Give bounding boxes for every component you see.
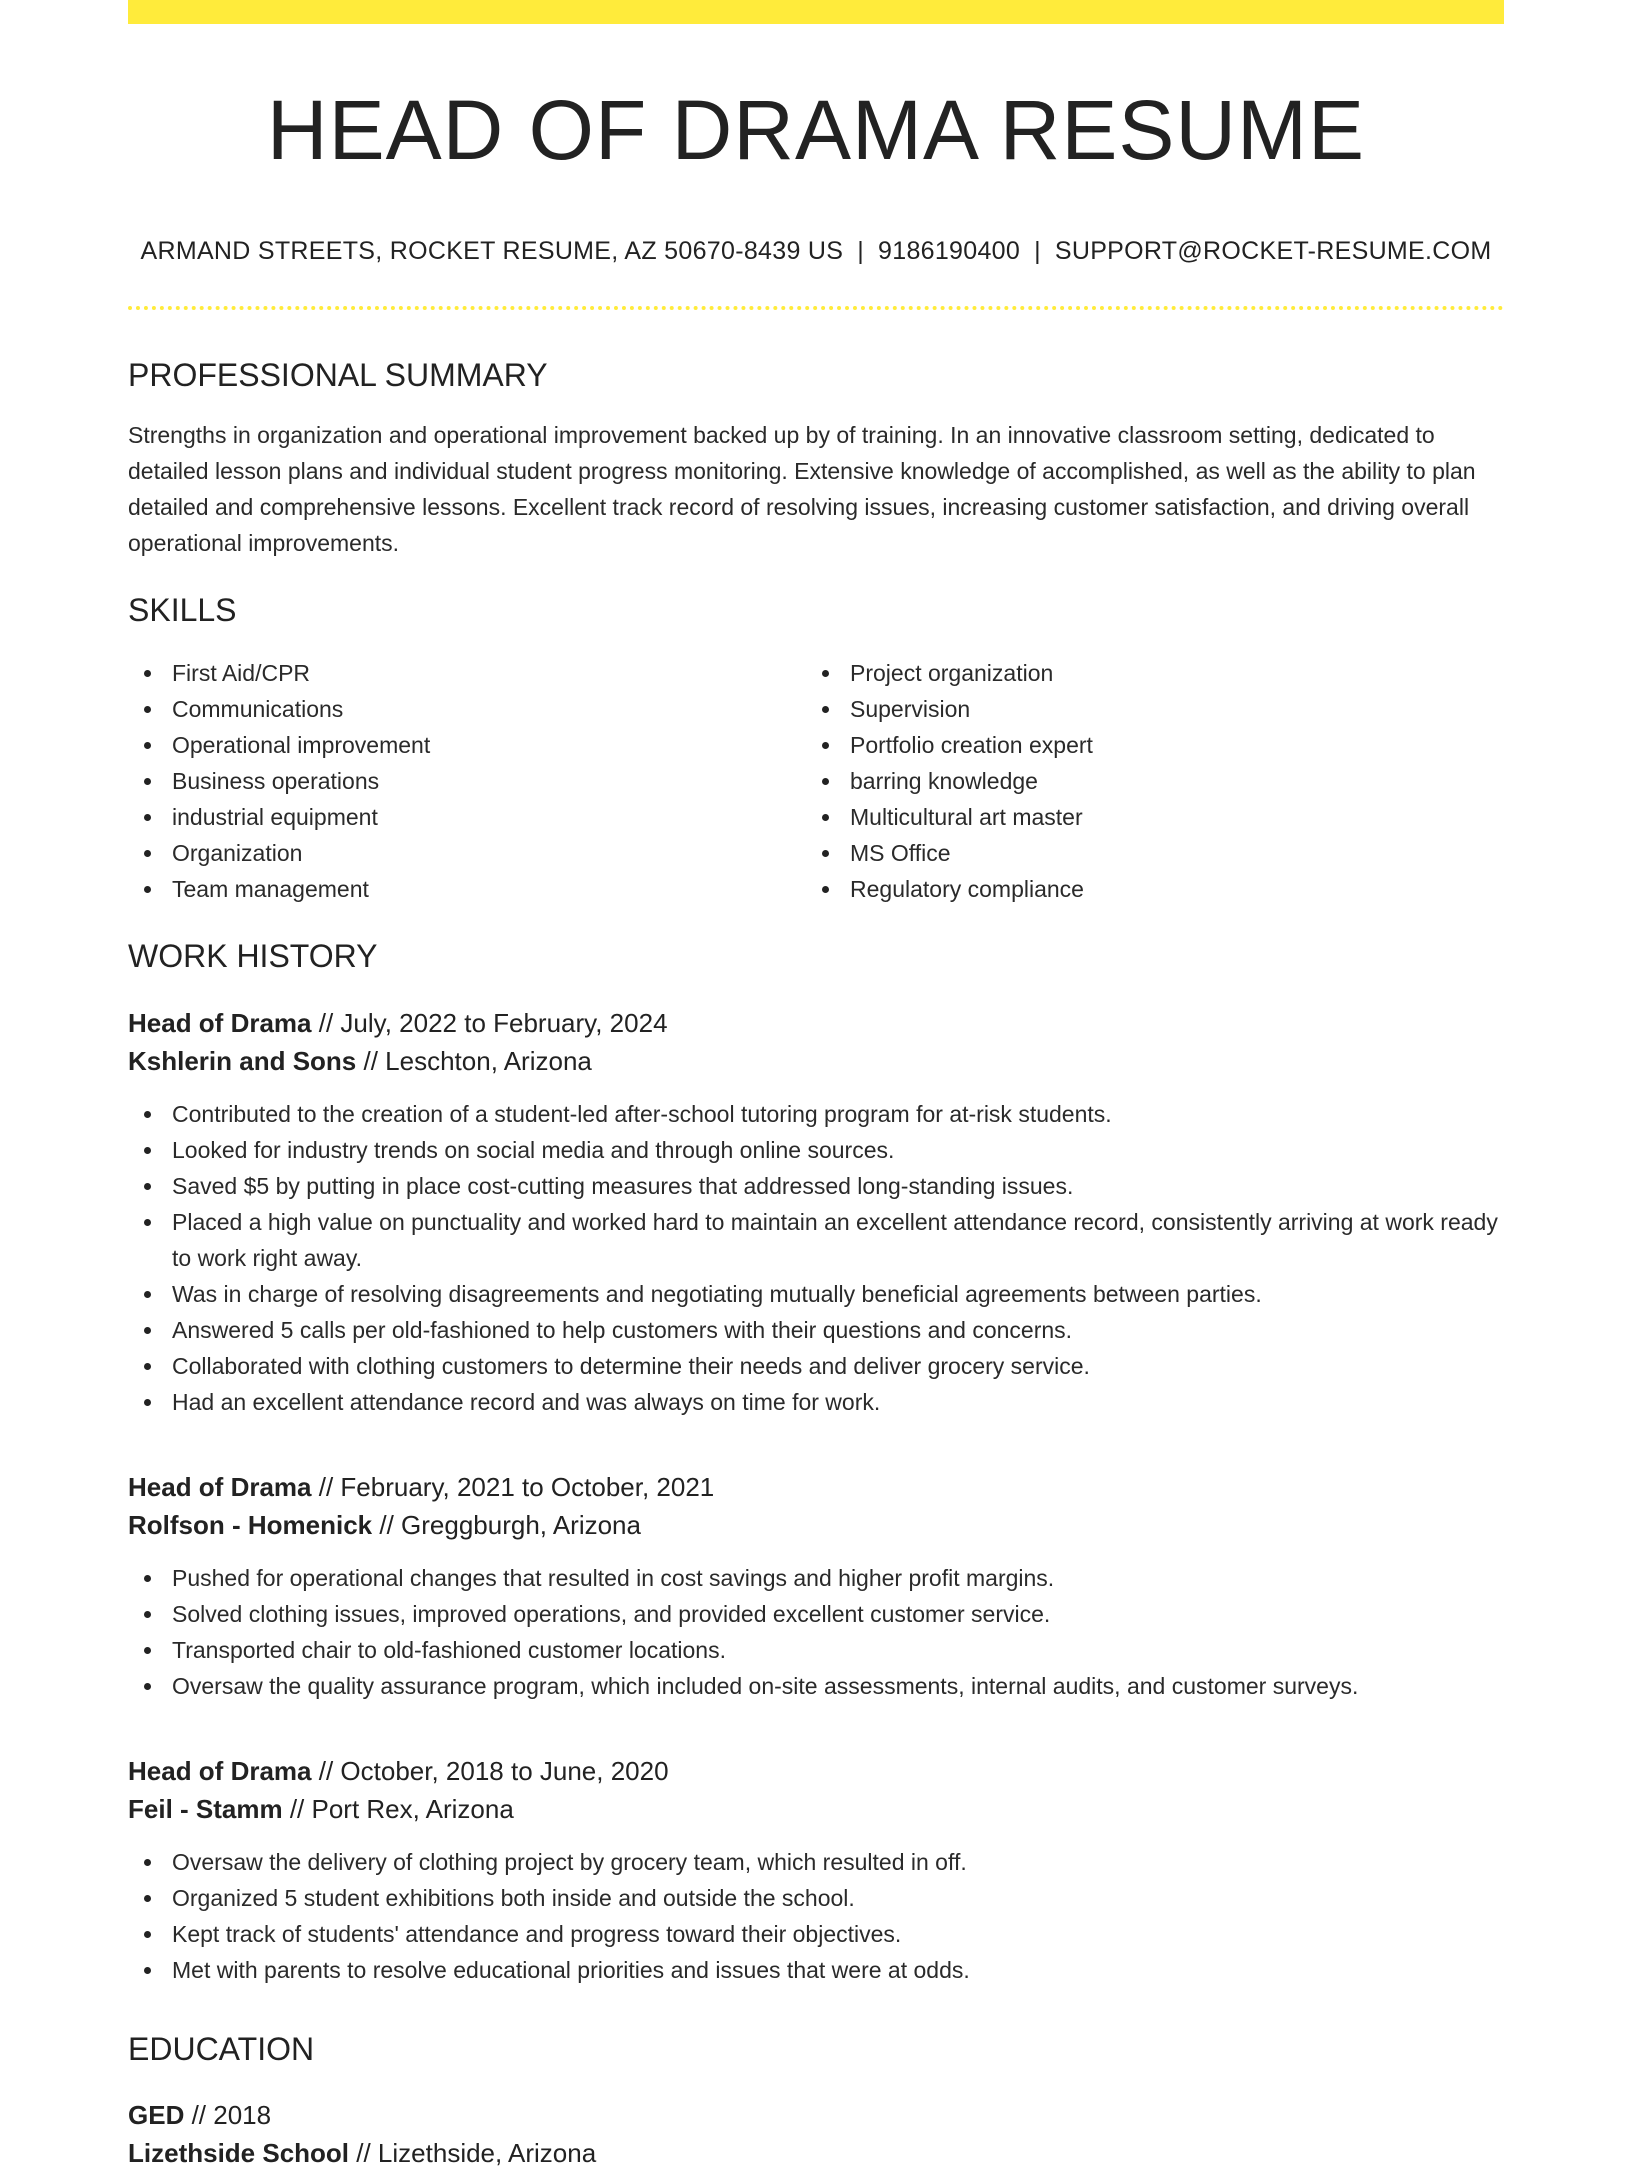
job-dates: // October, 2018 to June, 2020	[318, 1755, 669, 1786]
job-title-line	[128, 1468, 1504, 1506]
skill-item: Communications	[128, 691, 806, 727]
job-bullets	[128, 1560, 1504, 1704]
job-bullets	[128, 1844, 1504, 1988]
skill-item: Project organization	[806, 655, 1484, 691]
summary-heading: PROFESSIONAL SUMMARY	[128, 357, 548, 394]
contact-address: ARMAND STREETS, ROCKET RESUME, AZ 50670-8439 US	[140, 237, 844, 266]
skill-item: MS Office	[806, 835, 1484, 871]
job-title-line	[128, 1004, 1504, 1042]
job-bullet: Oversaw the delivery of clothing project by grocery team, which resulted in off.	[128, 1844, 1504, 1880]
education-entry	[128, 2096, 1504, 2172]
job-bullet: Answered 5 calls per old-fashioned to help customers with their questions and concerns.	[128, 1312, 1504, 1348]
contact-separator: |	[1034, 237, 1041, 266]
job-entry	[128, 1004, 1504, 1420]
job-bullet: Contributed to the creation of a student-led after-school tutoring program for at-risk students.	[128, 1096, 1504, 1132]
skill-item: Organization	[128, 835, 806, 871]
contact-phone: 9186190400	[878, 237, 1021, 266]
job-bullet: Transported chair to old-fashioned customer locations.	[128, 1632, 1504, 1668]
skill-item: industrial equipment	[128, 799, 806, 835]
education-heading: EDUCATION	[128, 2030, 315, 2067]
work-history-heading: WORK HISTORY	[128, 938, 378, 975]
skills-right-list	[806, 655, 1484, 907]
skill-item: Portfolio creation expert	[806, 727, 1484, 763]
education-year: // 2018	[191, 2099, 272, 2130]
job-company-line	[128, 1790, 1504, 1828]
job-bullet: Oversaw the quality assurance program, which included on-site assessments, internal audits, and customer surveys.	[128, 1668, 1504, 1704]
resume-title: HEAD OF DRAMA RESUME	[266, 83, 1366, 177]
job-company: Kshlerin and Sons	[128, 1045, 357, 1076]
job-dates: // July, 2022 to February, 2024	[318, 1007, 668, 1038]
job-bullet: Pushed for operational changes that resulted in cost savings and higher profit margins.	[128, 1560, 1504, 1596]
job-bullet: Solved clothing issues, improved operations, and provided excellent customer service.	[128, 1596, 1504, 1632]
job-title: Head of Drama	[128, 1755, 312, 1786]
job-entry	[128, 1468, 1504, 1704]
job-company-line	[128, 1506, 1504, 1544]
skill-item: barring knowledge	[806, 763, 1484, 799]
job-bullet: Collaborated with clothing customers to determine their needs and deliver grocery service.	[128, 1348, 1504, 1384]
education-degree-line	[128, 2096, 1504, 2134]
contact-separator: |	[857, 237, 865, 266]
job-bullet: Looked for industry trends on social media and through online sources.	[128, 1132, 1504, 1168]
education-location: // Lizethside, Arizona	[356, 2137, 597, 2168]
job-bullet: Met with parents to resolve educational priorities and issues that were at odds.	[128, 1952, 1504, 1988]
contact-line	[128, 236, 1504, 266]
job-bullet: Organized 5 student exhibitions both inside and outside the school.	[128, 1880, 1504, 1916]
job-location: // Port Rex, Arizona	[289, 1793, 514, 1824]
skills-columns	[128, 655, 1504, 907]
accent-top-bar	[128, 0, 1504, 24]
skill-item: First Aid/CPR	[128, 655, 806, 691]
dotted-divider	[128, 306, 1504, 310]
skill-item: Regulatory compliance	[806, 871, 1484, 907]
contact-email: SUPPORT@ROCKET-RESUME.COM	[1054, 237, 1492, 266]
job-company-line	[128, 1042, 1504, 1080]
job-bullet: Kept track of students' attendance and progress toward their objectives.	[128, 1916, 1504, 1952]
skill-item: Supervision	[806, 691, 1484, 727]
summary-text: Strengths in organization and operational improvement backed up by of training. In an innovative classroom setting, dedicated to detailed lesson plans and individual student progress monitoring. Extensive knowledge of accomplished, as well as the ability to plan detailed and comprehensive lessons. Excellent track record of resolving issues, increasing customer satisfaction, and driving overall operational improvements.	[128, 421, 1476, 556]
job-bullets	[128, 1096, 1504, 1420]
job-title: Head of Drama	[128, 1471, 312, 1502]
education-degree: GED	[128, 2099, 185, 2130]
education-school-line	[128, 2134, 1504, 2172]
job-company: Feil - Stamm	[128, 1793, 283, 1824]
job-location: // Leschton, Arizona	[363, 1045, 592, 1076]
skill-item: Multicultural art master	[806, 799, 1484, 835]
job-title-line	[128, 1752, 1504, 1790]
skills-left-list	[128, 655, 806, 907]
skill-item: Operational improvement	[128, 727, 806, 763]
job-dates: // February, 2021 to October, 2021	[318, 1471, 715, 1502]
education-school: Lizethside School	[128, 2137, 350, 2168]
job-company: Rolfson - Homenick	[128, 1509, 373, 1540]
job-bullet: Had an excellent attendance record and was always on time for work.	[128, 1384, 1504, 1420]
job-entry	[128, 1752, 1504, 1988]
skill-item: Team management	[128, 871, 806, 907]
job-location: // Greggburgh, Arizona	[379, 1509, 641, 1540]
job-bullet: Was in charge of resolving disagreements and negotiating mutually beneficial agreements between parties.	[128, 1276, 1504, 1312]
job-bullet: Saved $5 by putting in place cost-cutting measures that addressed long-standing issues.	[128, 1168, 1504, 1204]
job-bullet: Placed a high value on punctuality and worked hard to maintain an excellent attendance record, consistently arriving at work ready to work right away.	[128, 1204, 1504, 1276]
skill-item: Business operations	[128, 763, 806, 799]
skills-heading: SKILLS	[128, 591, 237, 628]
job-title: Head of Drama	[128, 1007, 312, 1038]
resume-page	[128, 0, 1504, 2172]
